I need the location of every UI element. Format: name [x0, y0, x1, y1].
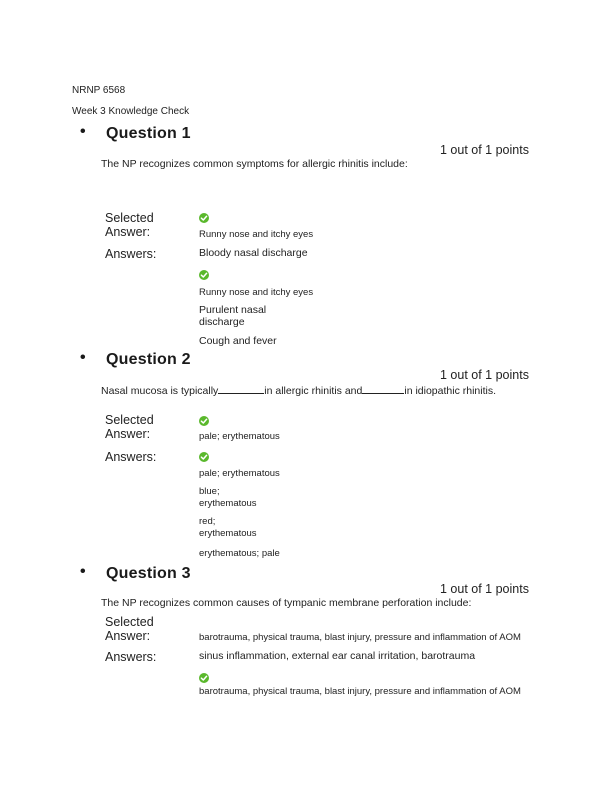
selected-answer: barotrauma, physical trauma, blast injury, pressure and inflammation of AOM	[199, 632, 521, 643]
answer-option-correct: barotrauma, physical trauma, blast injury, pressure and inflammation of AOM	[199, 686, 521, 697]
answers-label: Answers:	[105, 650, 157, 664]
question-text: The NP recognizes common symptoms for allergic rhinitis include:	[101, 158, 408, 170]
document-subtitle: Week 3 Knowledge Check	[72, 106, 190, 117]
answer-option: blue; erythematous	[199, 486, 257, 509]
selected-answer: pale; erythematous	[199, 431, 280, 442]
fill-in-blank	[218, 384, 264, 394]
bullet-icon: •	[80, 123, 86, 140]
question-points: 1 out of 1 points	[440, 582, 529, 596]
question-title: Question 3	[106, 565, 191, 582]
answer-option: erythematous; pale	[199, 548, 280, 559]
check-circle-icon	[199, 416, 209, 426]
question-title: Question 2	[106, 351, 191, 368]
selected-answer-label: Selected Answer:	[105, 413, 154, 441]
answer-option: sinus inflammation, external ear canal irritation, barotrauma	[199, 650, 476, 662]
answer-option: Purulent nasal discharge	[199, 304, 267, 328]
check-circle-icon	[199, 673, 209, 683]
answer-option: red; erythematous	[199, 516, 257, 539]
fill-in-blank	[362, 384, 404, 394]
check-circle-icon	[199, 270, 209, 280]
answer-option: Bloody nasal discharge	[199, 247, 308, 259]
question-points: 1 out of 1 points	[440, 368, 529, 382]
course-code: NRNP 6568	[72, 85, 126, 96]
bullet-icon: •	[80, 349, 86, 366]
selected-answer-label: Selected Answer:	[105, 211, 154, 239]
check-circle-icon	[199, 213, 209, 223]
answers-label: Answers:	[105, 450, 157, 464]
question-text: The NP recognizes common causes of tympanic membrane perforation include:	[101, 597, 472, 609]
answers-label: Answers:	[105, 247, 157, 261]
bullet-icon: •	[80, 563, 86, 580]
check-circle-icon	[199, 452, 209, 462]
question-points: 1 out of 1 points	[440, 143, 529, 157]
selected-answer-label: Selected Answer:	[105, 615, 154, 643]
question-text: Nasal mucosa is typically in allergic rhinitis and in idiopathic rhinitis.	[101, 385, 496, 397]
selected-answer: Runny nose and itchy eyes	[199, 229, 314, 240]
answer-option: Cough and fever	[199, 335, 277, 347]
answer-option-correct: pale; erythematous	[199, 468, 280, 479]
question-title: Question 1	[106, 125, 191, 142]
answer-option-correct: Runny nose and itchy eyes	[199, 287, 314, 298]
